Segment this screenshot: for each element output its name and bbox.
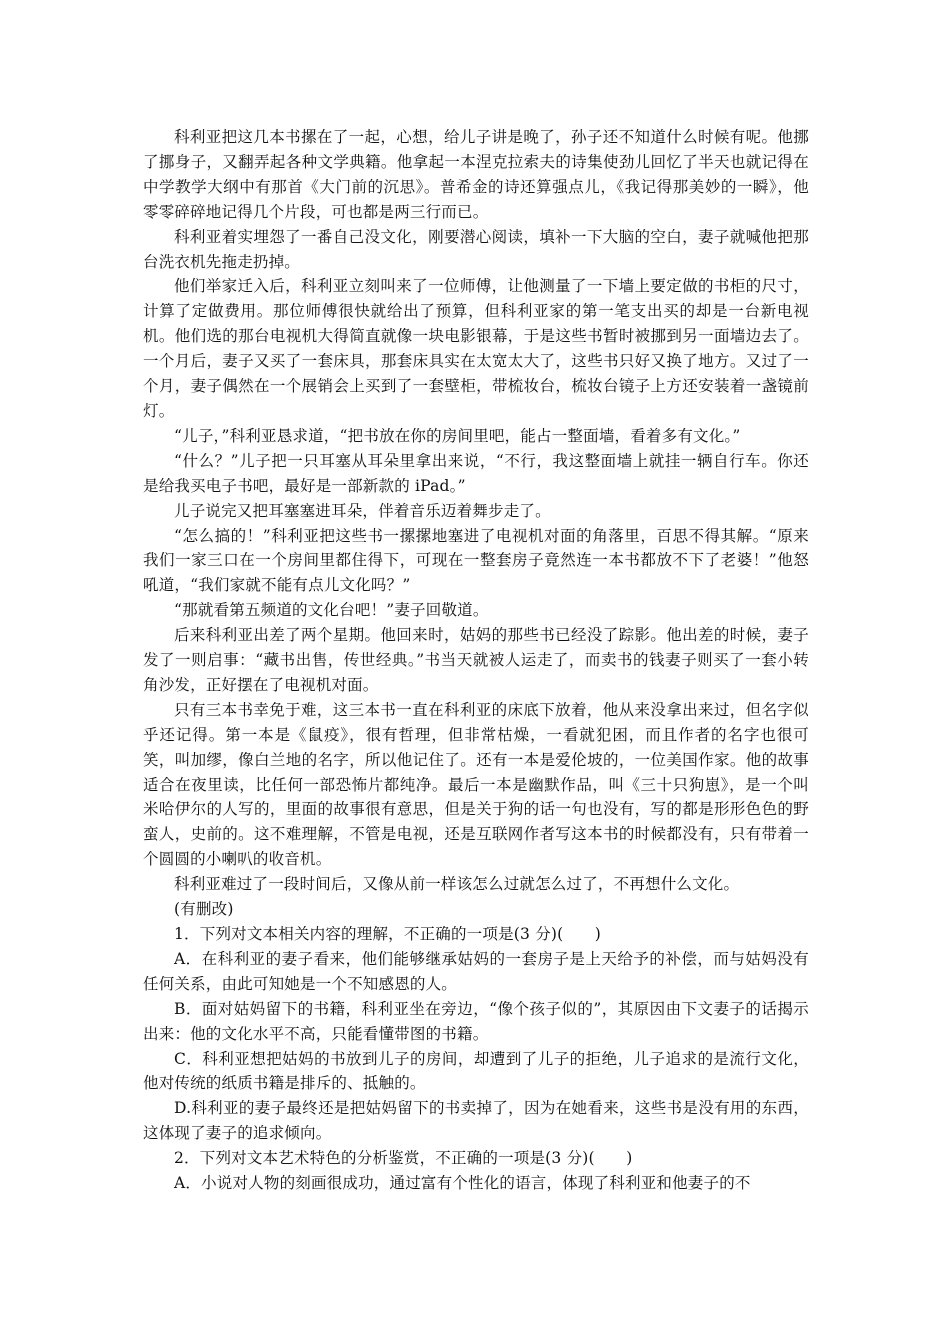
story-paragraph-11: 科利亚难过了一段时间后，又像从前一样该怎么过就怎么过了，不再想什么文化。	[174, 875, 740, 894]
story-paragraph-3: 他们举家迁入后，科利亚立刻叫来了一位师傅，让他测量了一下墙上要定做的书柜的尺寸，计算了定做费用。那位师傅很快就给出了预算，但科利亚家的第一笔支出买的却是一台新电视机。他们选的那台电视机大得简直就像一块电影银幕，于是这些书暂时被挪到另一面墙边去了。一个月后，妻子又买了一套床具，那套床具实在太宽太大了，这些书只好又换了地方。又过了一个月，妻子偶然在一个展销会上买到了一套壁柜，带梳妆台，梳妆台镜子上方还安装着一盏镜前灯。	[143, 277, 809, 420]
question-1-option-c: C．科利亚想把姑妈的书放到儿子的房间，却遭到了儿子的拒绝，儿子追求的是流行文化，他对传统的纸质书籍是排斥的、抵触的。	[143, 1049, 809, 1093]
source-note: (有删改)	[174, 900, 234, 919]
question-1-stem: 1．下列对文本相关内容的理解，不正确的一项是(3 分)( )	[174, 925, 602, 943]
document-body	[143, 125, 809, 1196]
question-1-option-a: A．在科利亚的妻子看来，他们能够继承姑妈的一套房子是上天给予的补偿，而与姑妈没有任何关系，由此可知她是一个不知感恩的人。	[143, 949, 809, 993]
question-1-option-d: D.科利亚的妻子最终还是把姑妈留下的书卖掉了，因为在她看来，这些书是没有用的东西，这体现了妻子的追求倾向。	[143, 1099, 809, 1143]
question-2-option-a: A．小说对人物的刻画很成功，通过富有个性化的语言，体现了科利亚和他妻子的不	[174, 1174, 751, 1193]
story-paragraph-6: 儿子说完又把耳塞塞进耳朵，伴着音乐迈着舞步走了。	[174, 501, 551, 520]
story-paragraph-8: “那就看第五频道的文化台吧！”妻子回敬道。	[174, 601, 489, 620]
story-paragraph-9: 后来科利亚出差了两个星期。他回来时，姑妈的那些书已经没了踪影。他出差的时候，妻子发了一则启事：“藏书出售，传世经典。”书当天就被人运走了，而卖书的钱妻子则买了一套小转角沙发，正好摆在了电视机对面。	[143, 626, 809, 694]
story-paragraph-5: “什么？”儿子把一只耳塞从耳朵里拿出来说，“不行，我这整面墙上就挂一辆自行车。你还是给我买电子书吧，最好是一部新款的 iPad。”	[143, 451, 809, 495]
story-paragraph-4: “儿子，”科利亚恳求道，“把书放在你的房间里吧，能占一整面墙，看着多有文化。”	[174, 426, 741, 445]
story-paragraph-2: 科利亚着实埋怨了一番自己没文化，刚要潜心阅读，填补一下大脑的空白，妻子就喊他把那台洗衣机先拖走扔掉。	[143, 227, 809, 271]
question-2-stem: 2．下列对文本艺术特色的分析鉴赏，不正确的一项是(3 分)( )	[174, 1149, 633, 1168]
story-paragraph-1: 科利亚把这几本书摞在了一起，心想，给儿子讲是晚了，孙子还不知道什么时候有呢。他挪了挪身子，又翻弄起各种文学典籍。他拿起一本涅克拉索夫的诗集使劲儿回忆了半天也就记得在中学教学大纲中有那首《大门前的沉思》。普希金的诗还算强点儿，《我记得那美妙的一瞬》，他零零碎碎地记得几个片段，可也都是两三行而已。	[143, 128, 809, 221]
story-paragraph-7: “怎么搞的！”科利亚把这些书一摞摞地塞进了电视机对面的角落里，百思不得其解。“原来我们一家三口在一个房间里都住得下，可现在一整套房子竟然连一本书都放不下了老婆！”他怒吼道，“我们家就不能有点儿文化吗？”	[143, 526, 809, 595]
question-1-option-b: B．面对姑妈留下的书籍，科利亚坐在旁边，“像个孩子似的”，其原因由下文妻子的话揭示出来：他的文化水平不高，只能看懂带图的书籍。	[143, 999, 809, 1043]
story-paragraph-10: 只有三本书幸免于难，这三本书一直在科利亚的床底下放着，他从来没拿出来过，但名字似乎还记得。第一本是《鼠疫》，很有哲理，但非常枯燥，一看就犯困，而且作者的名字也很可笑，叫加缪，像白兰地的名字，所以他记住了。还有一本是爱伦坡的，一位美国作家。他的故事适合在夜里读，比任何一部恐怖片都纯净。最后一本是幽默作品，叫《三十只狗崽》，是一个叫米哈伊尔的人写的，里面的故事很有意思，但是关于狗的话一句也没有，写的都是形形色色的野蛮人，史前的。这不难理解，不管是电视，还是互联网作者写这本书的时候都没有，只有带着一个圆圆的小喇叭的收音机。	[143, 700, 809, 869]
